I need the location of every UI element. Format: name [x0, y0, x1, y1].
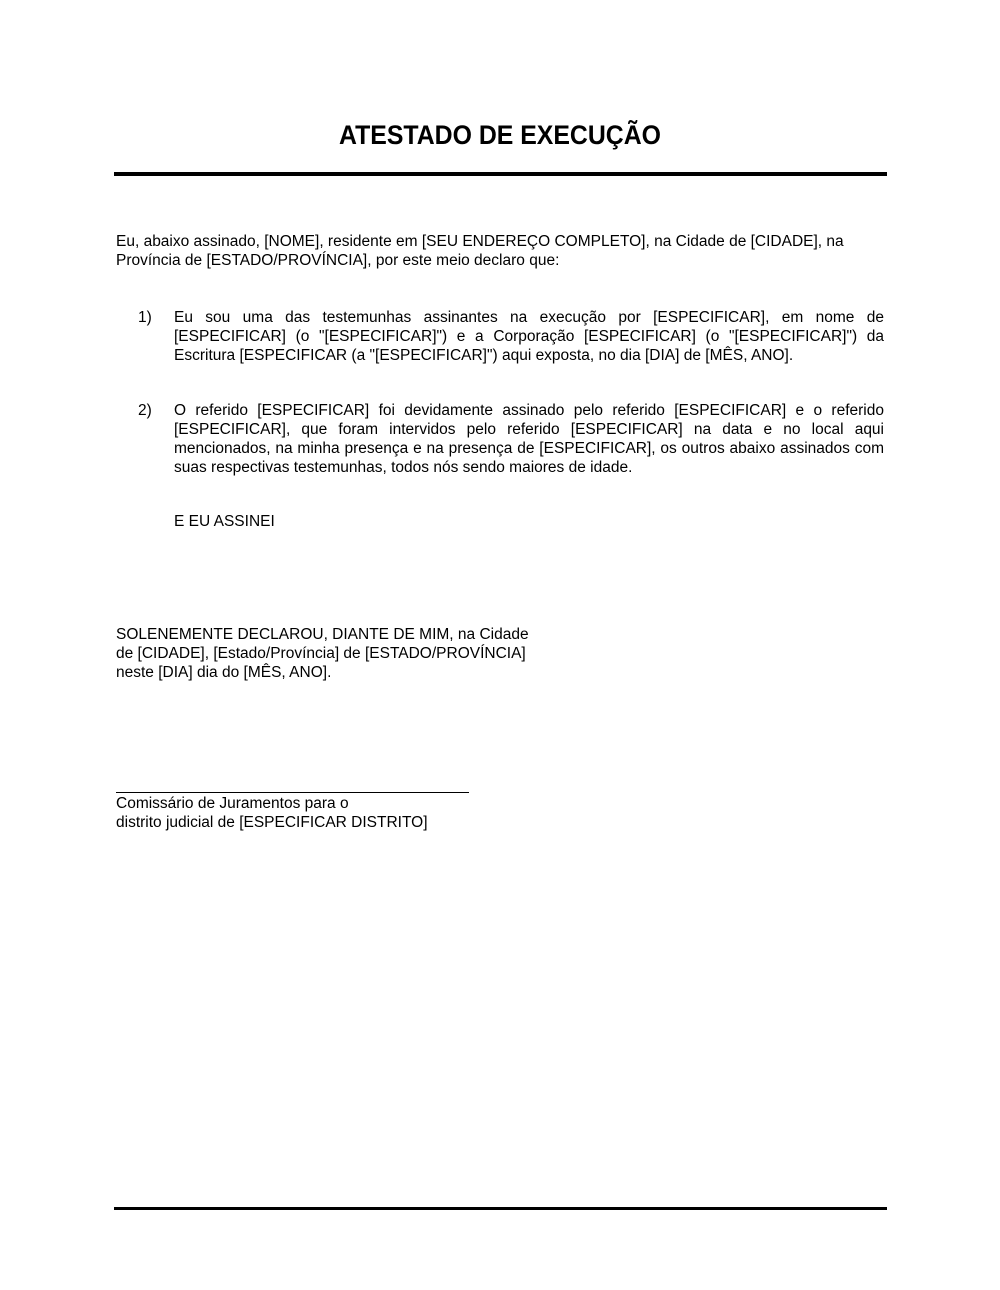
- list-item-number: 1): [138, 309, 152, 326]
- list-item-number: 2): [138, 402, 152, 419]
- commissioner-line: distrito judicial de [ESPECIFICAR DISTRITO]: [116, 814, 428, 831]
- intro-paragraph: Eu, abaixo assinado, [NOME], residente em [SEU ENDEREÇO COMPLETO], na Cidade de [CIDADE], na Província de [ESTADO/PROVÍNCIA], por este meio declaro que:: [116, 233, 844, 269]
- declaration-line: SOLENEMENTE DECLAROU, DIANTE DE MIM, na Cidade: [116, 626, 529, 643]
- signature-line: [116, 792, 469, 793]
- list-item-text: Eu sou uma das testemunhas assinantes na execução por [ESPECIFICAR], em nome de [ESPECIFICAR] (o "[ESPECIFICAR]") e a Corporação [ESPECIFICAR] (o "[ESPECIFICAR]") da Escritura [ESPECIFICAR (a "[ESPECIFICAR]") aqui exposta, no dia [DIA] de [MÊS, ANO].: [174, 309, 884, 364]
- declaration-block: [116, 625, 576, 682]
- footer-divider: [114, 1207, 887, 1210]
- list-item-text: O referido [ESPECIFICAR] foi devidamente assinado pelo referido [ESPECIFICAR] e o referido [ESPECIFICAR], que foram intervidos pelo referido [ESPECIFICAR] na data e no local aqui mencionados, na minha presença e na presença de [ESPECIFICAR], os outros abaixo assinados com suas respectivas testemunhas, todos nós sendo maiores de idade.: [174, 402, 884, 476]
- title-divider: [114, 172, 887, 176]
- commissioner-line: Comissário de Juramentos para o: [116, 795, 349, 812]
- signed-statement: E EU ASSINEI: [174, 513, 275, 530]
- declaration-line: neste [DIA] dia do [MÊS, ANO].: [116, 664, 332, 681]
- document-title: ATESTADO DE EXECUÇÃO: [338, 120, 662, 150]
- commissioner-block: [116, 794, 428, 832]
- declaration-line: de [CIDADE], [Estado/Província] de [ESTADO/PROVÍNCIA]: [116, 645, 526, 662]
